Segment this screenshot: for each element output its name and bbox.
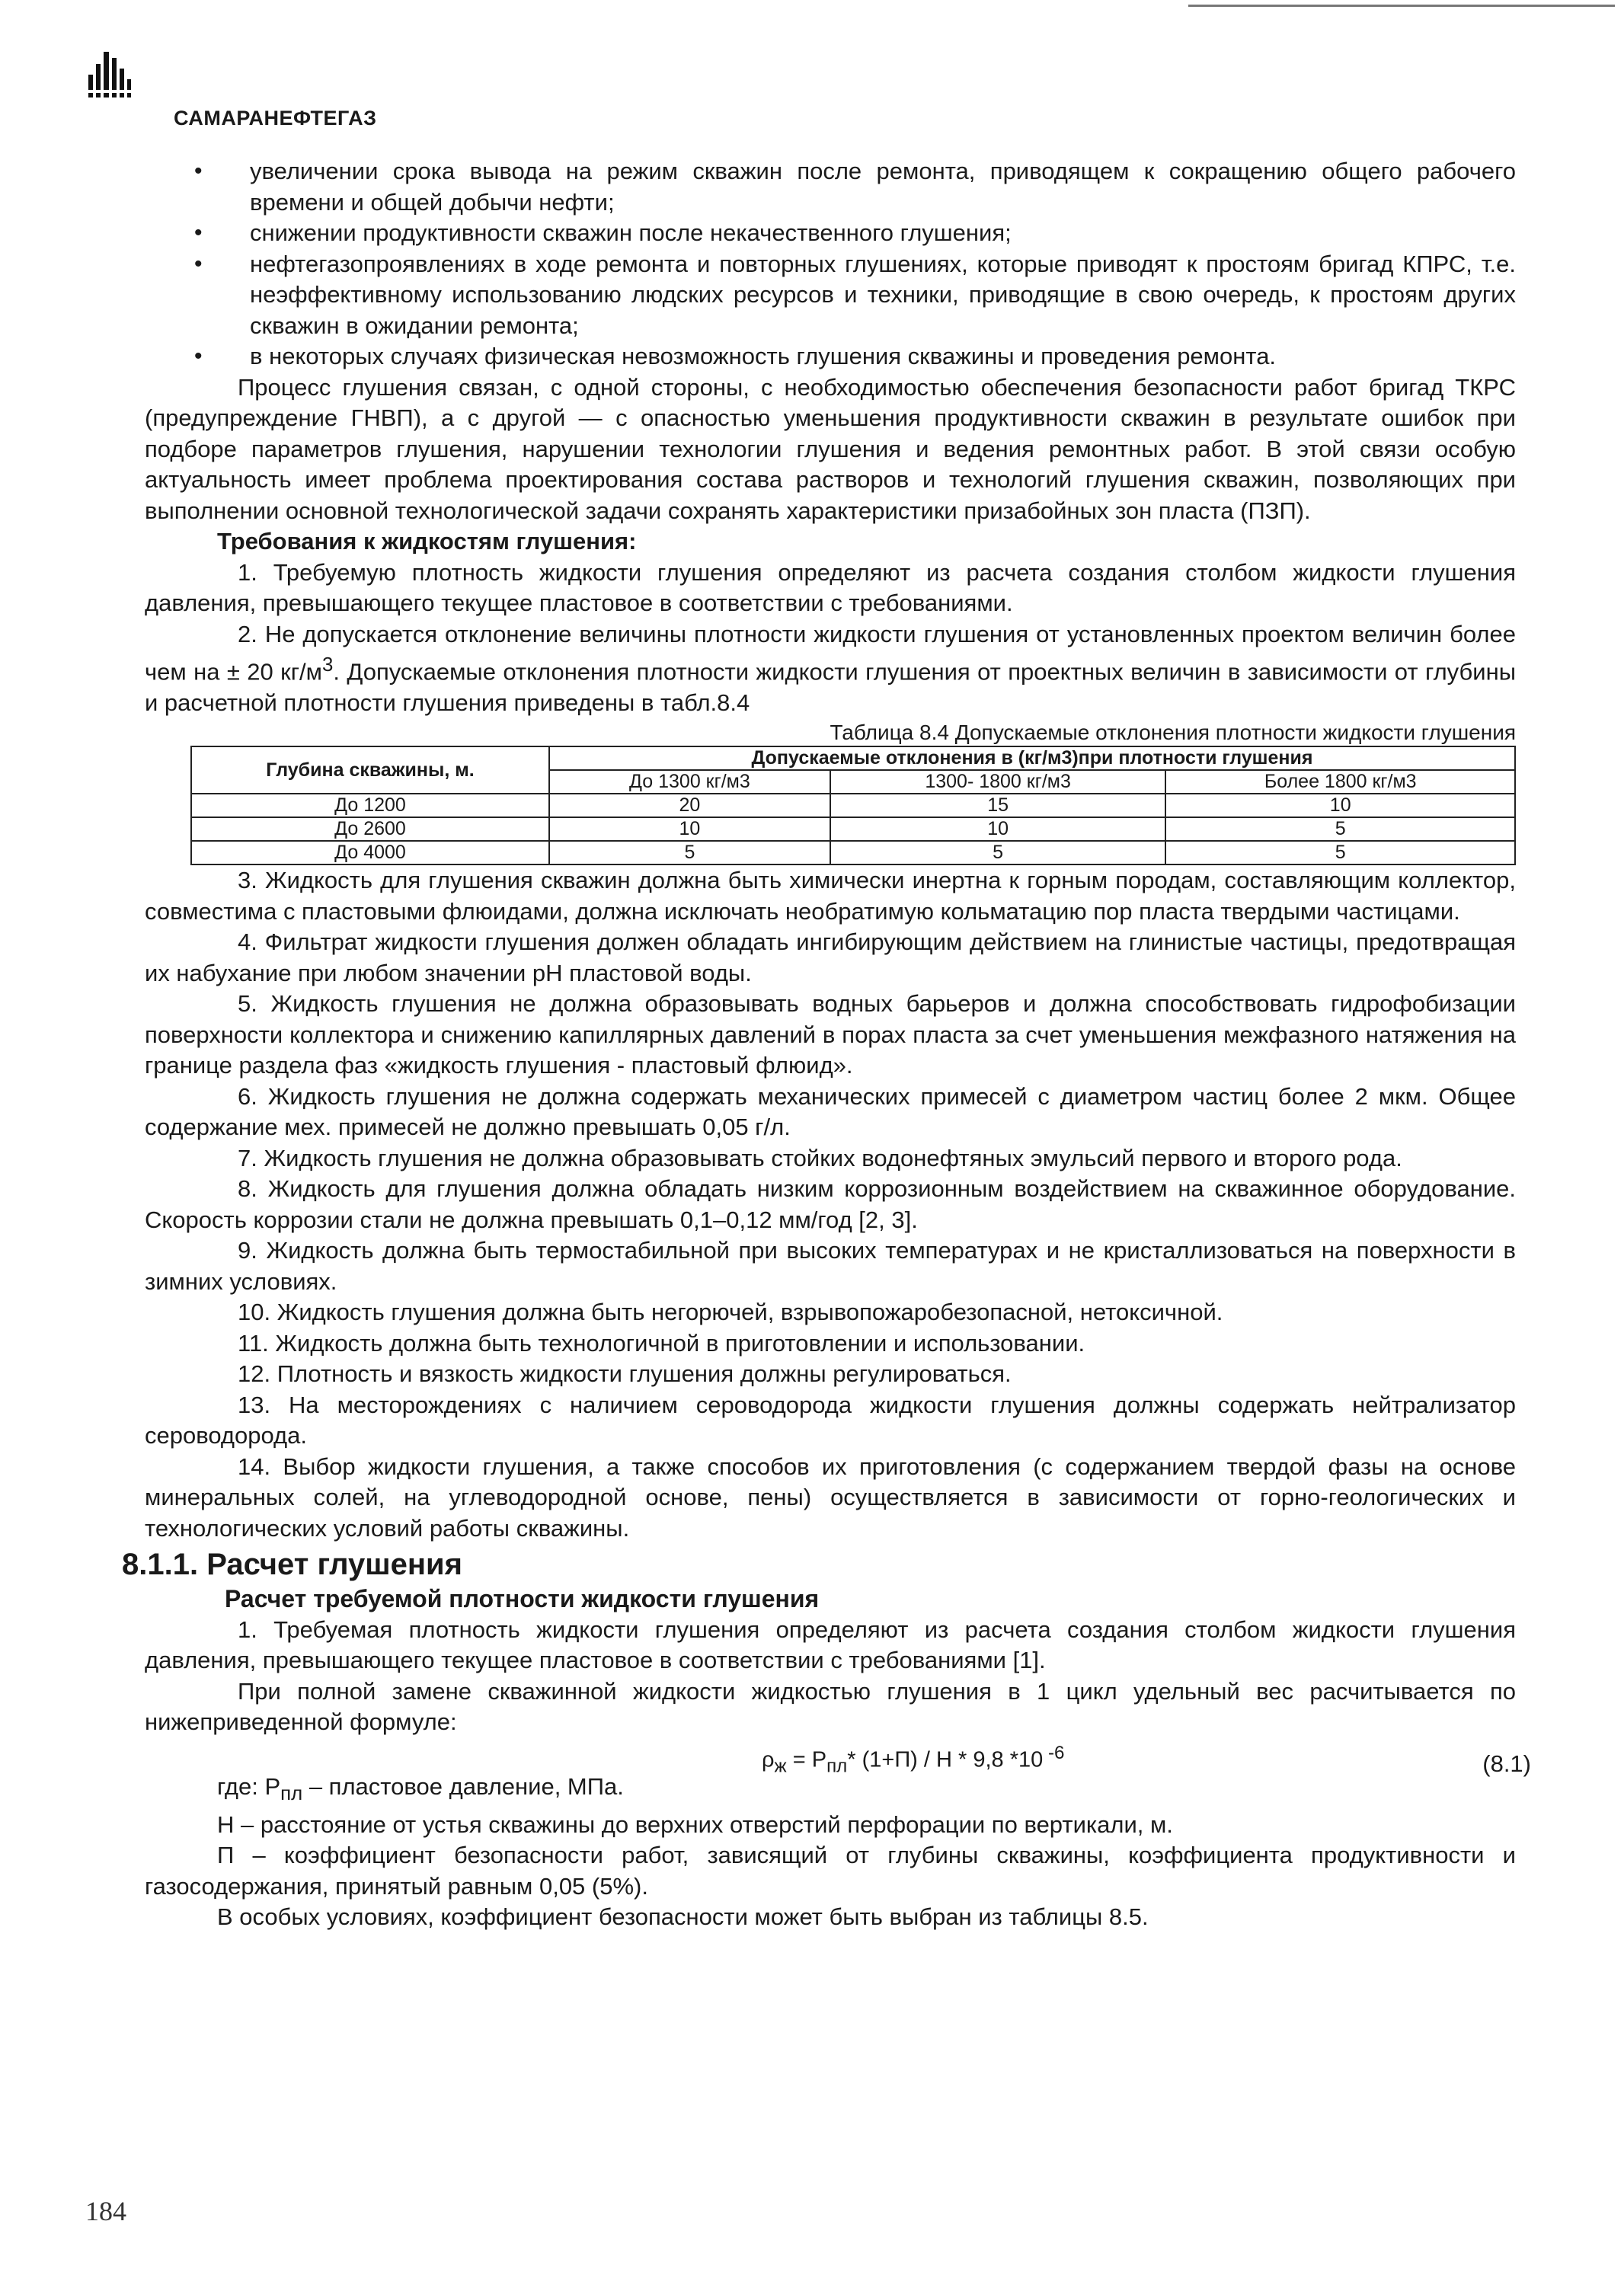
requirement-2-text-a: 2. Не допускается отклонение величины плотности жидкости глушения от установленных проектом величин более чем на ± 20 кг/м bbox=[145, 620, 1516, 686]
bullet-icon: • bbox=[194, 344, 203, 369]
requirement-9: 9. Жидкость должна быть термостабильной при высоких температурах и не кристаллизоваться на поверхности в зимних условиях. bbox=[145, 1237, 1516, 1295]
table-cell: 10 bbox=[1165, 794, 1515, 817]
company-logo bbox=[85, 47, 139, 108]
oil-derrick-logo-icon bbox=[85, 47, 139, 108]
requirement-12: 12. Плотность и вязкость жидкости глушения должны регулироваться. bbox=[238, 1360, 1012, 1388]
intro-paragraph: Процесс глушения связан, с одной стороны, с необходимостью обеспечения безопасности работ бригад ТКРС (предупреждение ГНВП), а с другой — с опасностью уменьшения продуктивности скважин в результате ошибок при подборе параметров глушения, нарушении технологии глушения и ведения ремонтных работ. В этой связи особую актуальность имеет проблема проектирования состава растворов и технологий глушения скважин, позволяющих при выполнении основной технологической задачи сохранять характеристики призабойных зон пласта (ПЗП). bbox=[145, 373, 1516, 524]
formula-exp: -6 bbox=[1043, 1742, 1065, 1763]
requirement-11: 11. Жидкость должна быть технологичной в приготовлении и использовании. bbox=[238, 1329, 1085, 1357]
table-row bbox=[191, 841, 1515, 864]
bullet-item bbox=[145, 341, 1516, 372]
density-deviation-table bbox=[190, 746, 1516, 865]
requirement-13: 13. На месторождениях с наличием сероводорода жидкости глушения должны содержать нейтрализатор сероводорода. bbox=[145, 1391, 1516, 1449]
requirement-2-sup: 3 bbox=[321, 654, 334, 676]
formula-rest: * (1+П) / Н * 9,8 *10 bbox=[847, 1747, 1044, 1772]
table-cell: 15 bbox=[830, 794, 1166, 817]
bullet-icon: • bbox=[194, 158, 203, 184]
where-1-sub: пл bbox=[280, 1783, 303, 1805]
requirement-4: 4. Фильтрат жидкости глушения должен обладать ингибирующим действием на глинистые частицы, предотвращая их набухание при любом значении pH пластовой воды. bbox=[145, 928, 1516, 986]
table-header-group: Допускаемые отклонения в (кг/м3)при плотности глушения bbox=[549, 746, 1515, 770]
requirement-7: 7. Жидкость глушения не должна образовывать стойких водонефтяных эмульсий первого и второго рода. bbox=[238, 1144, 1402, 1171]
formula-number: (8.1) bbox=[1482, 1750, 1531, 1777]
table-cell-depth: До 1200 bbox=[191, 794, 549, 817]
top-scan-line bbox=[1188, 5, 1615, 7]
bullet-text: нефтегазопроявлениях в ходе ремонта и повторных глушениях, которые приводят к простоям бригад КПРС, т.е. неэффективному использованию людских ресурсов и техники, приводящие в свою очередь, к простоям других скважин в ожидании ремонта; bbox=[250, 250, 1516, 339]
requirement-5: 5. Жидкость глушения не должна образовывать водных барьеров и должна способствовать гидрофобизации поверхности коллектора и снижению капиллярных давлений в порах пласта за счет уменьшения межфазного натяжения на границе раздела фаз «жидкость глушения - пластовый флюид». bbox=[145, 990, 1516, 1079]
bullet-text: в некоторых случаях физическая невозможность глушения скважины и проведения ремонта. bbox=[250, 343, 1277, 369]
where-1-b: – пластовое давление, МПа. bbox=[302, 1772, 624, 1800]
requirement-10: 10. Жидкость глушения должна быть негорючей, взрывопожаробезопасной, нетоксичной. bbox=[238, 1299, 1223, 1326]
table-cell: 10 bbox=[830, 817, 1166, 841]
bullet-item bbox=[145, 218, 1516, 249]
bullet-icon: • bbox=[194, 220, 203, 245]
table-caption: Таблица 8.4 Допускаемые отклонения плотности жидкости глушения bbox=[830, 721, 1516, 745]
requirement-1: 1. Требуемую плотность жидкости глушения определяют из расчета создания столбом жидкости глушения давления, превышающего текущее пластовое в соответствии с требованиями. bbox=[145, 558, 1516, 616]
table-cell: 5 bbox=[830, 841, 1166, 864]
page-number: 184 bbox=[85, 2196, 126, 2226]
bullet-item bbox=[145, 156, 1516, 218]
bullet-item bbox=[145, 249, 1516, 342]
subsection-title: Расчет требуемой плотности жидкости глушения bbox=[225, 1585, 820, 1613]
closing-line: В особых условиях, коэффициент безопасности может быть выбран из таблицы 8.5. bbox=[217, 1903, 1149, 1931]
table-cell: 20 bbox=[549, 794, 830, 817]
table-cell: 5 bbox=[549, 841, 830, 864]
page-content bbox=[122, 156, 1531, 1933]
table-header-depth: Глубина скважины, м. bbox=[191, 746, 549, 794]
requirement-3: 3. Жидкость для глушения скважин должна быть химически инертна к горным породам, составляющим коллектор, совместима с пластовыми флюидами, должна исключать необратимую кольматацию пор пласта твердыми частицами. bbox=[145, 867, 1516, 925]
where-line-2: Н – расстояние от устья скважины до верхних отверстий перфорации по вертикали, м. bbox=[217, 1810, 1173, 1838]
requirement-8: 8. Жидкость для глушения должна обладать низким коррозионным воздействием на скважинное оборудование. Скорость коррозии стали не должна превышать 0,1–0,12 мм/год [2, 3]. bbox=[145, 1175, 1516, 1233]
requirements-heading: Требования к жидкостям глушения: bbox=[217, 528, 637, 554]
table-subheader: 1300- 1800 кг/м3 bbox=[830, 770, 1166, 794]
where-line-3: П – коэффициент безопасности работ, зависящий от глубины скважины, коэффициента продуктивности и газосодержания, принятый равным 0,05 (5%). bbox=[145, 1842, 1516, 1900]
requirement-14: 14. Выбор жидкости глушения, а также способов их приготовления (с содержанием твердой фазы на основе минеральных солей, на углеводородной основе, пены) осуществляется в зависимости от горно-геологических и технологических условий работы скважины. bbox=[145, 1452, 1516, 1542]
company-name: САМАРАНЕФТЕГАЗ bbox=[174, 107, 377, 129]
table-cell: 5 bbox=[1165, 817, 1515, 841]
formula-rho-sub: ж bbox=[774, 1756, 787, 1777]
table-cell-depth: До 4000 bbox=[191, 841, 549, 864]
table-cell-depth: До 2600 bbox=[191, 817, 549, 841]
bullet-text: увеличении срока вывода на режим скважин после ремонта, приводящем к сокращению общего рабочего времени и общей добычи нефти; bbox=[250, 158, 1516, 216]
requirement-2-text-b: . Допускаемые отклонения плотности жидкости глушения от проектных величин в зависимости от глубины и расчетной плотности глушения приведены в табл.8.4 bbox=[145, 658, 1516, 716]
where-1-a: где: Р bbox=[217, 1772, 281, 1800]
requirement-6: 6. Жидкость глушения не должна содержать механических примесей с диаметром частиц более 2 мкм. Общее содержание мех. примесей не должно превышать 0,05 г/л. bbox=[145, 1082, 1516, 1141]
table-row bbox=[191, 794, 1515, 817]
calc-paragraph-2: При полной замене скважинной жидкости жидкостью глушения в 1 цикл удельный вес расчитывается по нижеприведенной формуле: bbox=[145, 1677, 1516, 1736]
formula-eq: = Р bbox=[786, 1747, 827, 1772]
requirement-2 bbox=[145, 619, 1516, 719]
table-subheader: До 1300 кг/м3 bbox=[549, 770, 830, 794]
table-cell: 5 bbox=[1165, 841, 1515, 864]
bullet-icon: • bbox=[194, 251, 203, 276]
formula-row bbox=[145, 1738, 1531, 1777]
table-subheader: Более 1800 кг/м3 bbox=[1165, 770, 1515, 794]
density-formula bbox=[762, 1738, 1064, 1782]
calc-paragraph-1: 1. Требуемая плотность жидкости глушения определяют из расчета создания столбом жидкости глушения давления, превышающего текущее пластовое в соответствии с требованиями [1]. bbox=[145, 1615, 1516, 1674]
table-row bbox=[191, 817, 1515, 841]
bullet-text: снижении продуктивности скважин после некачественного глушения; bbox=[250, 219, 1012, 246]
bullet-list bbox=[145, 156, 1516, 372]
table-cell: 10 bbox=[549, 817, 830, 841]
formula-p-sub: пл bbox=[826, 1756, 848, 1777]
section-title: 8.1.1. Расчет глушения bbox=[122, 1548, 462, 1582]
formula-rho: ρ bbox=[762, 1747, 775, 1772]
